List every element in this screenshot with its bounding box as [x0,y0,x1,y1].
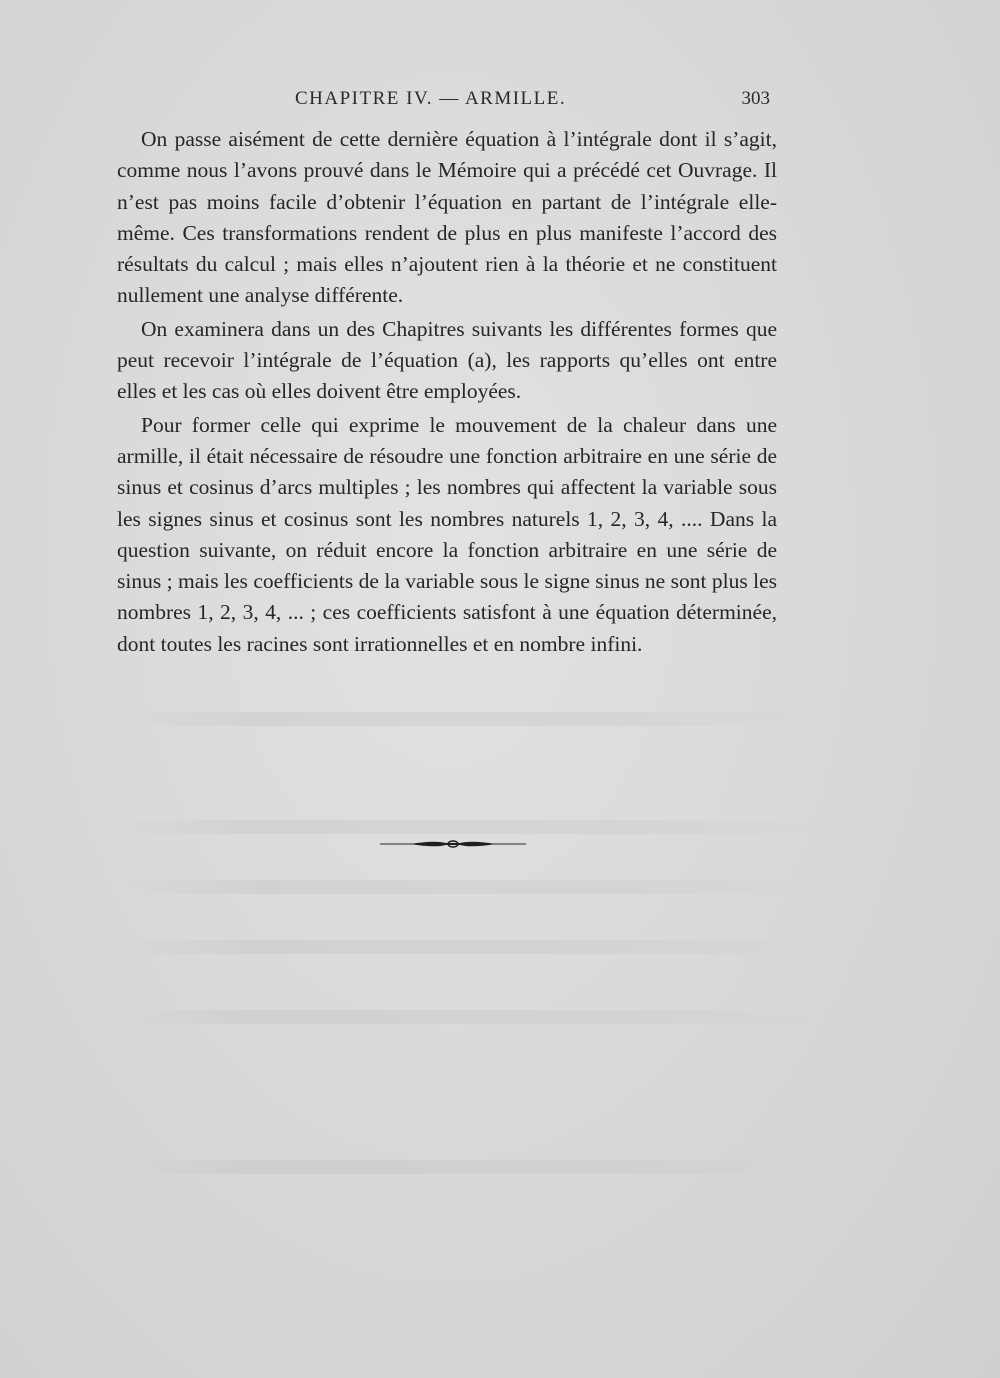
show-through-line [120,820,820,834]
body-text [117,124,777,660]
tail-piece-ornament-icon [380,836,526,852]
show-through-line [120,1160,820,1174]
show-through-line [120,940,820,954]
show-through-line [120,1010,820,1024]
paragraph: On passe aisément de cette dernière équation à l’intégrale dont il s’agit, comme nous l’avons prouvé dans le Mémoire qui a précédé cet Ouvrage. Il n’est pas moins facile d’obtenir l’équation en partant de l’intégrale elle-même. Ces transformations rendent de plus en plus manifeste l’accord des résultats du calcul ; mais elles n’ajoutent rien à la théorie et ne constituent nullement une analyse différente. [117,127,777,308]
running-head [110,88,770,118]
running-title: CHAPITRE IV. — ARMILLE. [295,88,567,109]
page-number: 303 [741,88,770,109]
paragraph: On examinera dans un des Chapitres suivants les différentes formes que peut recevoir l’intégrale de l’équation (a), les rapports qu’elles ont entre elles et les cas où elles doivent être employées. [117,316,777,404]
show-through-line [120,880,820,894]
show-through-line [120,712,820,726]
paragraph: Pour former celle qui exprime le mouvement de la chaleur dans une armille, il était nécessaire de résoudre une fonction arbitraire en une série de sinus et cosinus d’arcs multiples ; les nombres qui affectent la variable sous les signes sinus et cosinus sont les nombres naturels 1, 2, 3, 4, .... Dans la question suivante, on réduit encore la fonction arbitraire en une série de sinus ; mais les coefficients de la variable sous le signe sinus ne sont plus les nombres 1, 2, 3, 4, ... ; ces coefficients satisfont à une équation déterminée, dont toutes les racines sont irrationnelles et en nombre infini. [117,412,777,656]
